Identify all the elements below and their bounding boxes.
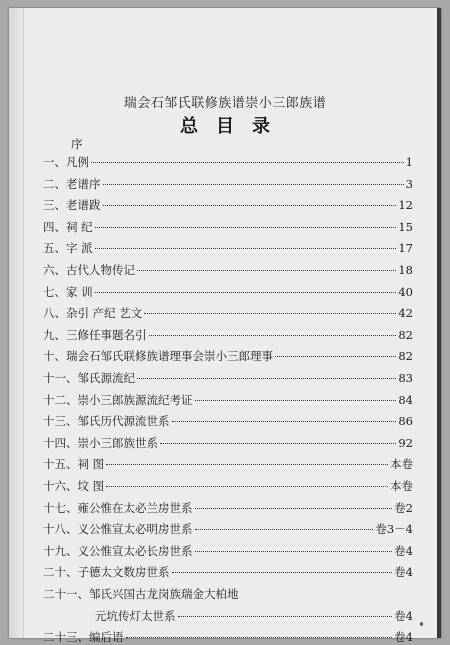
toc-leader-dots	[106, 486, 388, 487]
toc-leader-dots	[137, 270, 396, 271]
toc-entry-page: 18	[398, 263, 413, 277]
toc-entry-label: 十一、邹氏源流纪	[43, 371, 135, 385]
toc-leader-dots	[144, 313, 396, 314]
toc-entry-page: 卷4	[394, 630, 413, 645]
toc-entry-label: 二十一、邹氏兴国古龙岗族瑞金大柏地	[43, 587, 239, 601]
toc-entry-label: 十四、崇小三郎族世系	[43, 435, 158, 450]
toc-entry	[43, 219, 413, 235]
toc-entry-page: 15	[398, 219, 413, 234]
toc-entry-page: 82	[398, 327, 413, 342]
document-page	[9, 8, 441, 645]
toc-entry	[43, 262, 413, 278]
toc-entry-label: 二十、子德太文数房世系	[43, 565, 170, 580]
toc-entry	[43, 176, 413, 192]
toc-entry	[43, 564, 413, 580]
toc-entry-label: 四、祠 纪	[43, 219, 93, 234]
toc-leader-dots	[95, 227, 397, 228]
toc-entry-page: 本卷	[390, 479, 413, 493]
page-mark	[420, 622, 423, 626]
document-subtitle: 瑞会石邹氏联修族谱崇小三郎族谱	[123, 96, 327, 111]
page-title: 总目录	[180, 116, 288, 137]
toc-leader-dots	[275, 356, 396, 357]
toc-entry-label: 八、杂引 产纪 艺文	[43, 306, 143, 321]
toc-leader-dots	[103, 184, 404, 185]
toc-entry-label: 十五、祠 图	[43, 457, 105, 472]
toc-entry-label: 二十三、编后语	[43, 630, 124, 645]
toc-entry-page: 17	[398, 241, 413, 256]
toc-entry-page: 84	[398, 392, 413, 407]
toc-leader-dots	[172, 421, 397, 422]
toc-entry-label: 三、老谱跋	[43, 198, 101, 213]
toc-entry	[43, 197, 413, 213]
toc-entry-page: 86	[398, 414, 413, 429]
toc-leader-dots	[106, 464, 388, 465]
toc-entry	[43, 348, 413, 364]
toc-entry	[43, 240, 413, 256]
toc-leader-dots	[195, 529, 374, 530]
toc-entry-label: 十八、义公惟宣太必明房世系	[43, 522, 193, 537]
toc-entry-page: 12	[398, 198, 413, 213]
toc-entry	[95, 608, 413, 624]
toc-entry-label: 五、字 派	[43, 241, 93, 256]
toc-leader-dots	[95, 292, 397, 293]
toc-entry-label: 十二、崇小三郎族源流纪考证	[43, 392, 193, 407]
toc-entry	[43, 500, 413, 516]
toc-entry	[43, 284, 413, 300]
toc-entry	[43, 413, 413, 429]
toc-entry	[43, 629, 413, 645]
toc-entry-label: 十三、邹氏历代源流世系	[43, 414, 170, 429]
toc-entry	[43, 521, 413, 537]
toc-entry-page: 卷4	[394, 608, 413, 623]
toc-entry-page: 卷4	[394, 543, 413, 558]
toc-leader-dots	[137, 378, 396, 379]
toc-entry	[43, 154, 413, 170]
toc-entry-label: 七、家 训	[43, 284, 93, 299]
toc-entry	[43, 543, 413, 559]
toc-entry-page: 卷3－4	[375, 522, 413, 537]
table-of-contents	[9, 8, 441, 645]
toc-entry-label: 一、凡例	[43, 155, 89, 169]
toc-entry	[43, 456, 413, 472]
toc-leader-dots	[195, 508, 393, 509]
toc-preface: 序	[71, 137, 83, 151]
toc-entry	[43, 392, 413, 408]
toc-leader-dots	[103, 205, 397, 206]
toc-leader-dots	[149, 335, 397, 336]
toc-entry-page: 1	[405, 155, 413, 169]
toc-entry-label: 六、古代人物传记	[43, 263, 135, 277]
toc-leader-dots	[195, 551, 393, 552]
toc-entry-label: 元坑传灯太世系	[95, 608, 176, 623]
toc-entry-page: 卷4	[394, 565, 413, 580]
toc-leader-dots	[160, 443, 396, 444]
toc-entry	[43, 586, 413, 602]
toc-entry-label: 十六、坟 图	[43, 479, 105, 493]
toc-leader-dots	[91, 162, 404, 163]
toc-entry	[43, 435, 413, 451]
toc-entry	[43, 370, 413, 386]
toc-leader-dots	[195, 400, 397, 401]
toc-entry-label: 十、瑞会石邹氏联修族谱理事会崇小三郎理事	[43, 349, 273, 364]
toc-entry-page: 卷2	[394, 500, 413, 515]
toc-entry-page: 3	[405, 176, 413, 191]
toc-leader-dots	[95, 248, 397, 249]
toc-entry-page: 82	[398, 349, 413, 364]
toc-entry-label: 二、老谱序	[43, 176, 101, 191]
toc-entry	[43, 305, 413, 321]
toc-leader-dots	[126, 637, 393, 638]
toc-entry-label: 十九、义公惟宣太必长房世系	[43, 543, 193, 558]
toc-entry-page: 92	[398, 435, 413, 450]
toc-entry-label: 九、三修任事题名引	[43, 327, 147, 342]
toc-leader-dots	[178, 616, 393, 617]
toc-leader-dots	[172, 572, 393, 573]
toc-entry	[43, 478, 413, 494]
toc-entry-page: 83	[398, 371, 413, 385]
toc-entry-page: 42	[398, 306, 413, 321]
toc-entry-label: 十七、雍公惟在太必兰房世系	[43, 500, 193, 515]
toc-entry-page: 40	[398, 284, 413, 299]
toc-entry	[43, 327, 413, 343]
toc-entry-page: 本卷	[390, 457, 413, 472]
